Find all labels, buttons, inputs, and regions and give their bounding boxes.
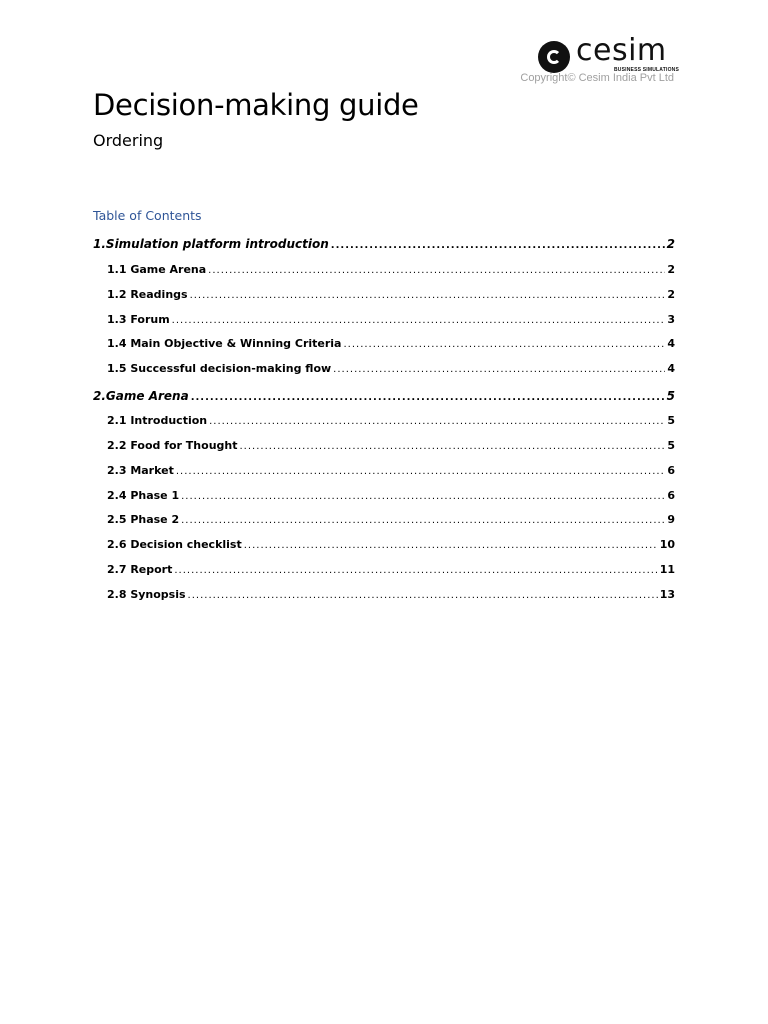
toc-dot-leader <box>240 438 666 455</box>
logo-wordmark: cesim <box>576 33 667 68</box>
toc-dot-leader <box>191 388 665 406</box>
toc-entry-2-3[interactable] <box>107 463 675 479</box>
toc-entry-title: 2.2 Food for Thought <box>107 439 238 452</box>
toc-entry-title: 1.4 Main Objective & Winning Criteria <box>107 337 342 350</box>
toc-dot-leader <box>190 287 666 304</box>
toc-entry-title: 2.1 Introduction <box>107 414 208 427</box>
logo-tagline: BUSINESS SIMULATIONS <box>614 67 680 73</box>
toc-dot-leader <box>331 236 665 254</box>
toc-entry-page: 3 <box>667 313 675 326</box>
toc-entry-2-6[interactable] <box>107 537 675 553</box>
toc-entry-title: 1.2 Readings <box>107 288 188 301</box>
toc-dot-leader <box>174 562 657 579</box>
toc-entry-page: 11 <box>659 563 675 576</box>
toc-entry-title: 2.3 Market <box>107 464 174 477</box>
toc-dot-leader <box>181 512 665 529</box>
toc-entry-page: 10 <box>659 538 675 551</box>
cesim-logo-mark-icon <box>538 41 570 73</box>
toc-entry-1-2[interactable] <box>107 287 675 303</box>
toc-entry-page: 5 <box>667 414 675 427</box>
toc-entry-title: 2.7 Report <box>107 563 173 576</box>
toc-entry-page: 13 <box>659 588 675 601</box>
cesim-logo <box>538 33 680 73</box>
toc-entry-page: 5 <box>666 389 675 403</box>
toc-dot-leader <box>244 537 658 554</box>
toc-entry-title: 1.5 Successful decision-making flow <box>107 362 332 375</box>
toc-entry-page: 9 <box>667 513 675 526</box>
toc-heading: Table of Contents <box>93 208 202 223</box>
toc-dot-leader <box>188 587 658 604</box>
toc-entry-1-3[interactable] <box>107 312 675 328</box>
toc-entry-2-5[interactable] <box>107 512 675 528</box>
toc-entry-page: 6 <box>667 489 675 502</box>
document-title: Decision-making guide <box>93 88 419 122</box>
toc-entry-page: 2 <box>667 263 675 276</box>
toc-dot-leader <box>333 361 665 378</box>
toc-entry-page: 2 <box>666 237 675 251</box>
toc-entry-2-8[interactable] <box>107 587 675 603</box>
toc-dot-leader <box>209 413 665 430</box>
toc-entry-title: Game Arena <box>105 389 189 403</box>
document-subtitle: Ordering <box>93 131 164 150</box>
toc-entry-2-2[interactable] <box>107 438 675 454</box>
toc-entry-page: 4 <box>667 337 675 350</box>
toc-entry-page: 4 <box>667 362 675 375</box>
toc-dot-leader <box>208 262 665 279</box>
toc-dot-leader <box>176 463 665 480</box>
toc-entry-page: 2 <box>667 288 675 301</box>
copyright-notice: Copyright© Cesim India Pvt Ltd <box>520 72 674 84</box>
toc-entry-title: 2.5 Phase 2 <box>107 513 180 526</box>
toc-entry-page: 5 <box>667 439 675 452</box>
toc-entry-1-5[interactable] <box>107 361 675 377</box>
toc-entry-page: 6 <box>667 464 675 477</box>
toc-entry-2[interactable] <box>93 388 675 404</box>
toc-entry-number: 1. <box>93 237 106 251</box>
toc-entry-title: Simulation platform introduction <box>105 237 329 251</box>
toc-entry-title: 2.8 Synopsis <box>107 588 186 601</box>
toc-entry-2-4[interactable] <box>107 488 675 504</box>
toc-entry-title: 1.3 Forum <box>107 313 170 326</box>
toc-dot-leader <box>172 312 666 329</box>
toc-entry-title: 2.6 Decision checklist <box>107 538 242 551</box>
toc-entry-1-1[interactable] <box>107 262 675 278</box>
toc-entry-number: 2. <box>93 389 106 403</box>
toc-entry-2-1[interactable] <box>107 413 675 429</box>
toc-dot-leader <box>181 488 665 505</box>
toc-entry-1[interactable] <box>93 236 675 252</box>
toc-entry-title: 2.4 Phase 1 <box>107 489 180 502</box>
toc-entry-title: 1.1 Game Arena <box>107 263 207 276</box>
toc-dot-leader <box>343 336 665 353</box>
toc-entry-1-4[interactable] <box>107 336 675 352</box>
toc-entry-2-7[interactable] <box>107 562 675 578</box>
